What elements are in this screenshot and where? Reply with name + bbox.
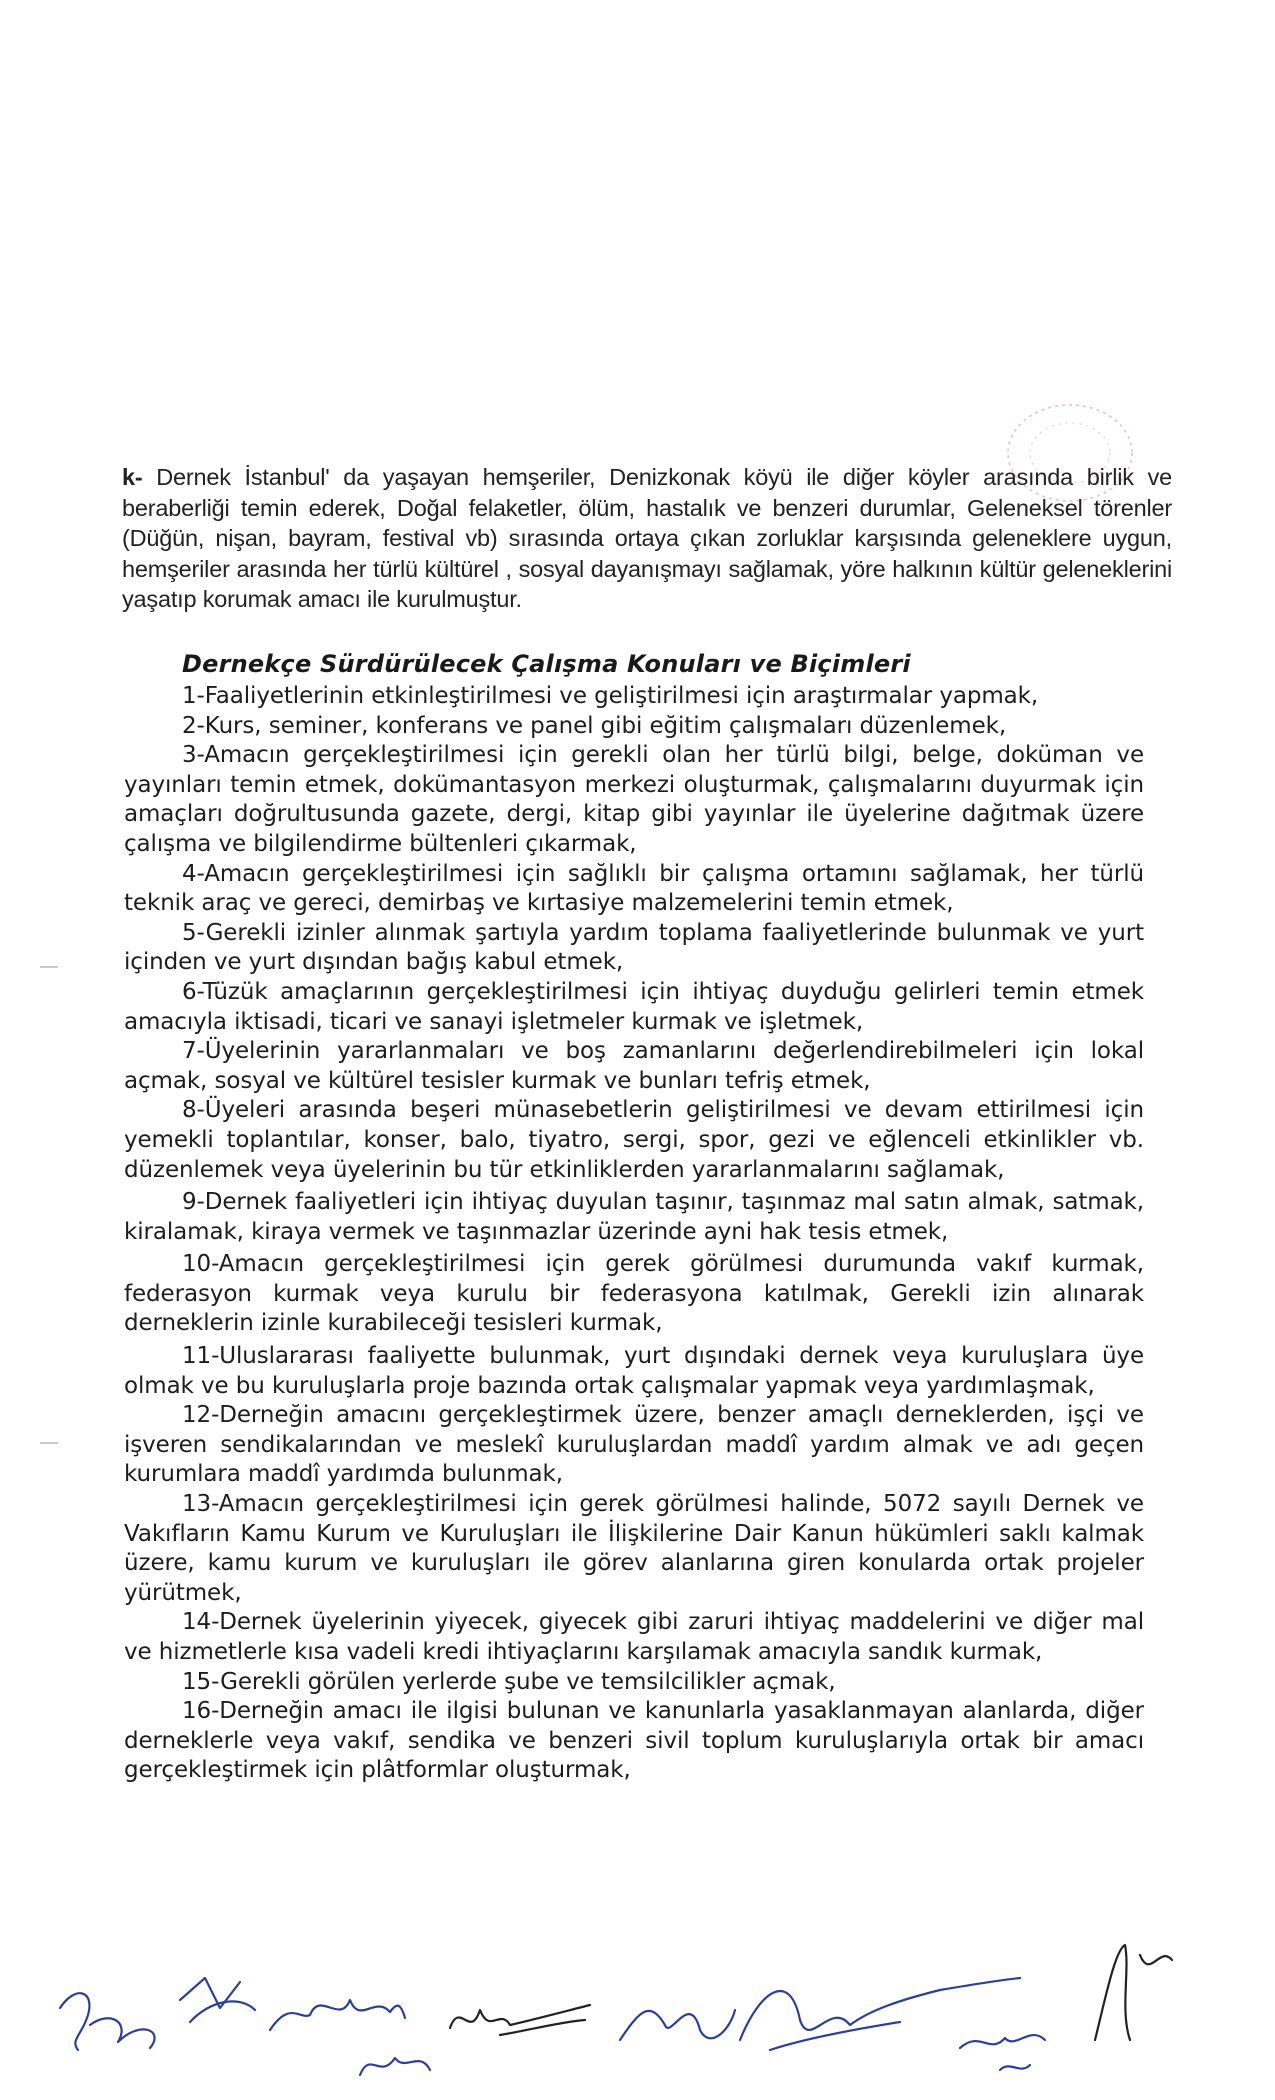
section-k-label: k- bbox=[122, 464, 143, 490]
section-k-paragraph bbox=[122, 462, 1172, 615]
list-item: 13-Amacın gerçekleştirilmesi için gerek görülmesi halinde, 5072 sayılı Dernek ve Vakıfların Kamu Kurum ve Kuruluşları ile İlişkilerine Dair Kanun hükümleri saklı kalmak üzere, kamu kurum ve kuruluşları ile görev alanlarına giren konularda ortak projeler yürütmek, bbox=[124, 1491, 1144, 1606]
signature-1 bbox=[60, 1978, 255, 2050]
list-item: 12-Derneğin amacını gerçekleştirmek üzere, benzer amaçlı derneklerden, işçi ve işveren sendikalarından ve meslekî kuruluşlardan maddî yardım almak ve adı geçen kurumlara maddî yardımda bulunmak, bbox=[124, 1402, 1144, 1488]
list-item: 10-Amacın gerçekleştirilmesi için gerek görülmesi durumunda vakıf kurmak, federasyon kurmak veya kurulu bir federasyona katılmak, Gerekli izin alınarak derneklerin izinle kurabileceği tesisleri kurmak, bbox=[124, 1251, 1144, 1337]
section-heading: Dernekçe Sürdürülecek Çalışma Konuları ve Biçimleri bbox=[182, 650, 911, 678]
signature-3 bbox=[450, 2005, 590, 2035]
list-item: 16-Derneğin amacı ile ilgisi bulunan ve kanunlarla yasaklanmayan alanlarda, diğer derneklerle veya vakıf, sendika ve benzeri sivil toplum kuruluşlarıyla ortak bir amacı gerçekleştirmek için plâtformlar oluşturmak, bbox=[124, 1698, 1144, 1784]
list-item: 6-Tüzük amaçlarının gerçekleştirilmesi için ihtiyaç duyduğu gelirleri temin etmek amacıyla iktisadi, ticari ve sanayi işletmeler kurmak ve işletmek, bbox=[124, 978, 1144, 1035]
list-item: 8-Üyeleri arasında beşeri münasebetlerin geliştirilmesi ve devam ettirilmesi için yemekli toplantılar, konser, balo, tiyatro, sergi, spor, gezi ve eğlenceli etkinlikler vb. düzenlemek veya üyelerinin bu tür etkinliklerden yararlanmalarını sağlamak, bbox=[124, 1097, 1144, 1183]
list-item: 11-Uluslararası faaliyette bulunmak, yurt dışındaki dernek veya kuruluşlara üye olmak ve bu kuruluşlarla proje bazında ortak çalışmalar yapmak veya yardımlaşmak, bbox=[124, 1343, 1144, 1399]
activity-list bbox=[124, 682, 1144, 1786]
signatures-area bbox=[0, 1930, 1275, 2100]
list-item: 3-Amacın gerçekleştirilmesi için gerekli olan her türlü bilgi, belge, doküman ve yayınları temin etmek, dokümantasyon merkezi oluşturmak, çalışmalarını duyurmak için amaçları doğrultusunda gazete, dergi, kitap gibi yayınlar ile üyelerine dağıtmak üzere çalışma ve bilgilendirme bültenleri çıkarmak, bbox=[124, 742, 1144, 857]
list-item: 7-Üyelerinin yararlanmaları ve boş zamanlarını değerlendirebilmeleri için lokal açmak, sosyal ve kültürel tesisler kurmak ve bunları tefriş etmek, bbox=[124, 1038, 1144, 1094]
list-item: 2-Kurs, seminer, konferans ve panel gibi eğitim çalışmaları düzenlemek, bbox=[182, 712, 1007, 739]
list-item: 4-Amacın gerçekleştirilmesi için sağlıklı bir çalışma ortamını sağlamak, her türlü teknik araç ve gereci, demirbaş ve kırtasiye malzemelerini temin etmek, bbox=[124, 860, 1144, 917]
signature-2 bbox=[270, 2000, 430, 2075]
section-k-text: Dernek İstanbul' da yaşayan hemşeriler, Denizkonak köyü ile diğer köyler arasında birlik ve beraberliği temin ederek, Doğal felaketler, ölüm, hastalık ve benzeri durumlar, Geleneksel törenler (Düğün, nişan, bayram, festival vb) sırasında ortaya çıkan zorluklar karşısında geleneklere uygun, hemşeriler arasında her türlü kültürel , sosyal dayanışmayı sağlamak, yöre halkının kültür geleneklerini yaşatıp korumak amacı ile kurulmuştur. bbox=[122, 464, 1172, 612]
margin-mark bbox=[40, 1442, 58, 1444]
list-item: 5-Gerekli izinler alınmak şartıyla yardım toplama faaliyetlerinde bulunmak ve yurt içinden ve yurt dışından bağış kabul etmek, bbox=[124, 919, 1144, 976]
signature-5 bbox=[960, 2035, 1045, 2070]
list-item: 14-Dernek üyelerinin yiyecek, giyecek gibi zaruri ihtiyaç maddelerini ve diğer mal ve hizmetlerle kısa vadeli kredi ihtiyaçlarını karşılamak amacıyla sandık kurmak, bbox=[124, 1609, 1144, 1665]
margin-mark bbox=[40, 966, 58, 968]
list-item: 15-Gerekli görülen yerlerde şube ve temsilcilikler açmak, bbox=[182, 1668, 836, 1695]
list-item: 1-Faaliyetlerinin etkinleştirilmesi ve geliştirilmesi için araştırmalar yapmak, bbox=[182, 683, 1039, 709]
signature-6 bbox=[1095, 1945, 1172, 2040]
signature-4 bbox=[620, 1978, 1020, 2050]
list-item: 9-Dernek faaliyetleri için ihtiyaç duyulan taşınır, taşınmaz mal satın almak, satmak, kiralamak, kiraya vermek ve taşınmazlar üzerinde ayni hak tesis etmek, bbox=[124, 1189, 1144, 1245]
